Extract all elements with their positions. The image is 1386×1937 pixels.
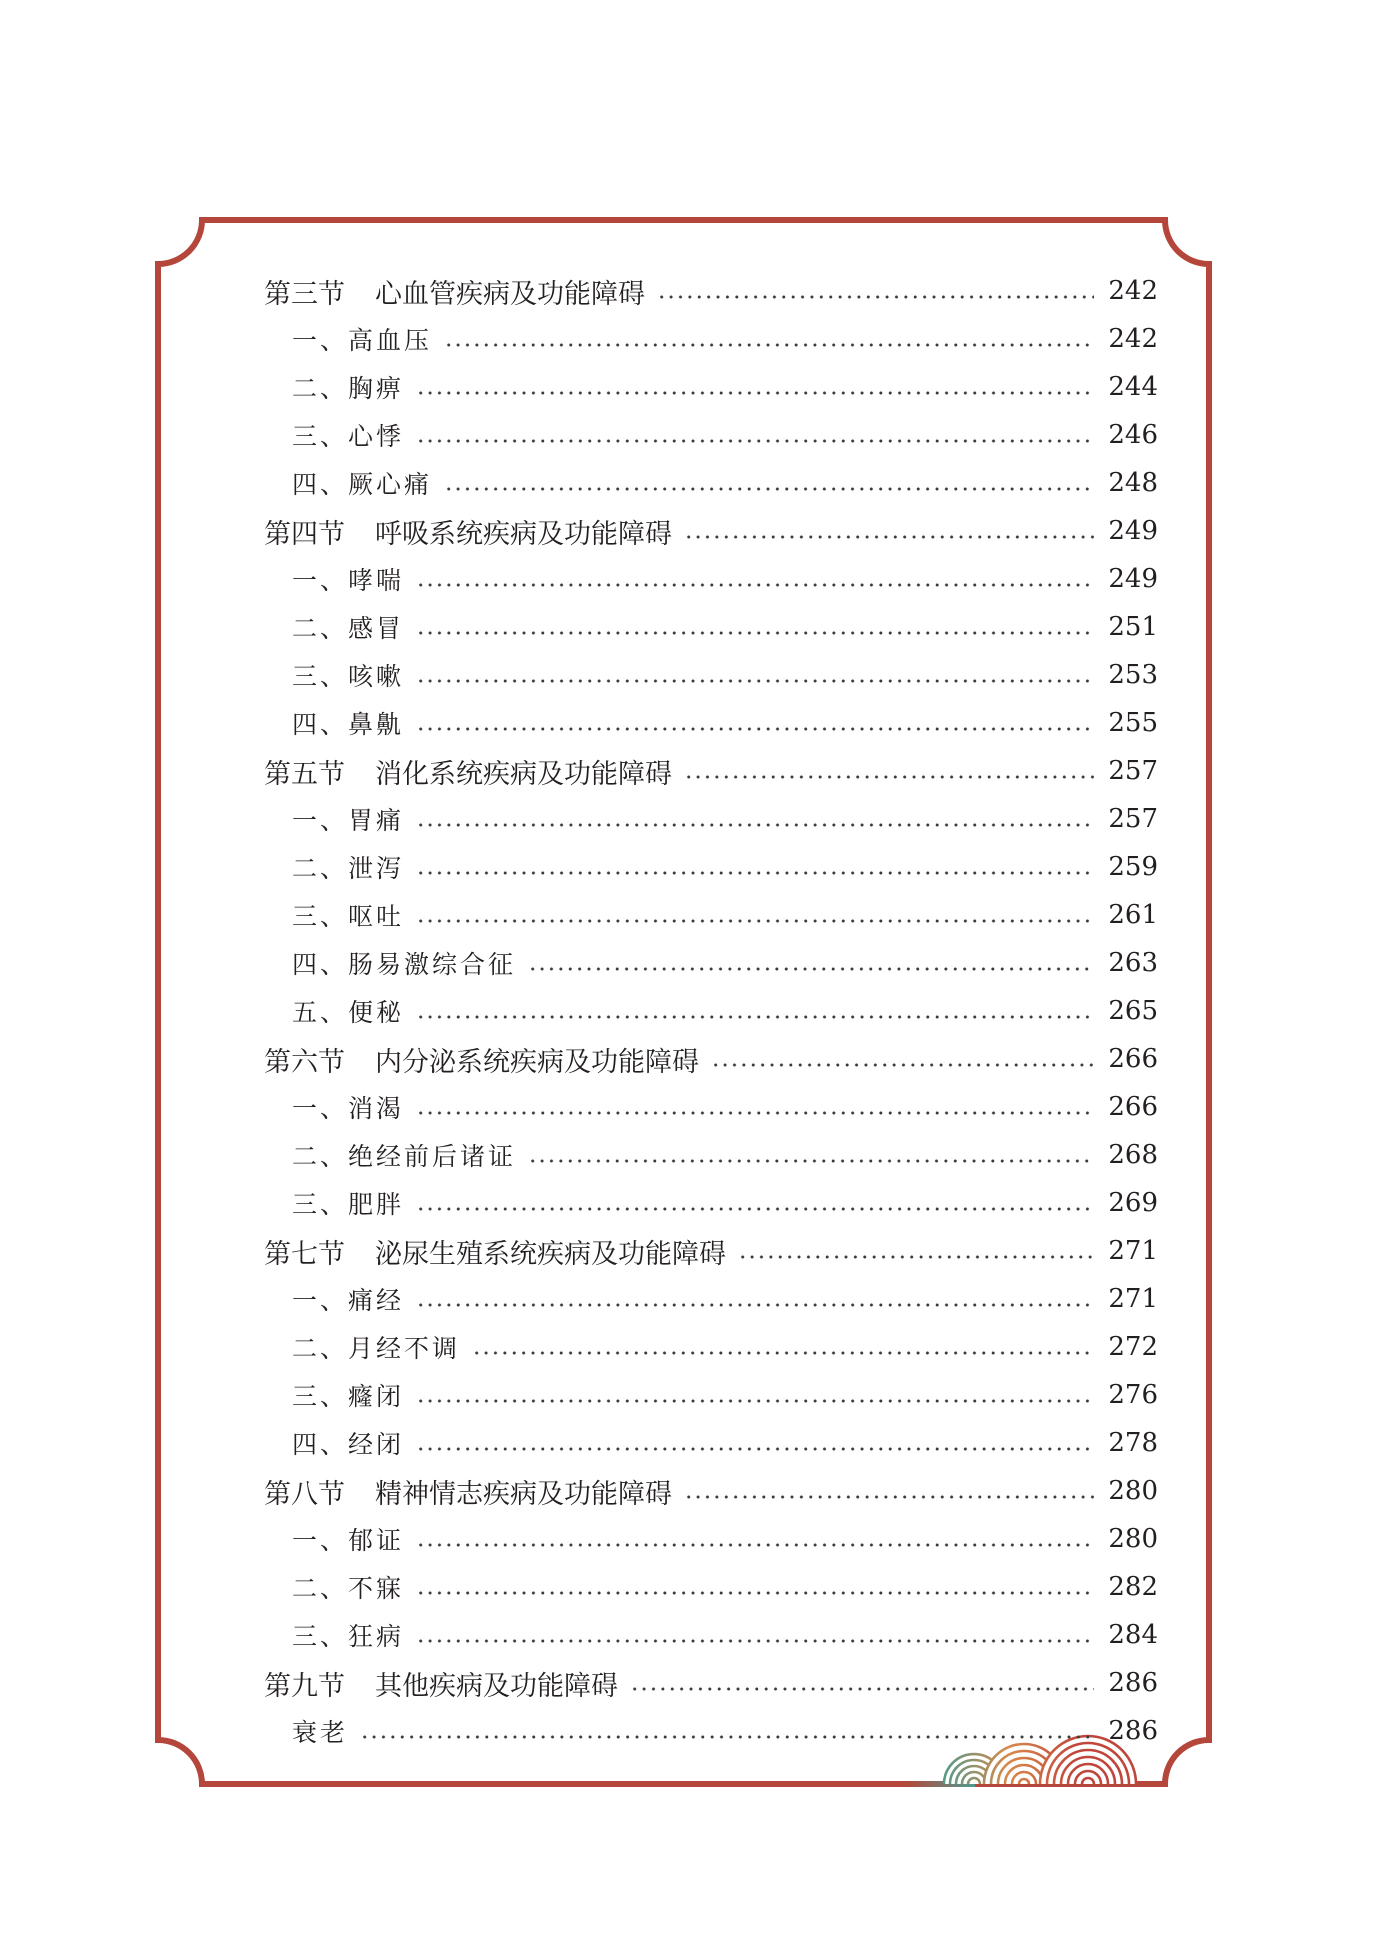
item-label: 二、不寐 <box>292 1574 405 1603</box>
item-label: 四、厥心痛 <box>292 470 433 499</box>
page-number: 259 <box>1108 852 1158 882</box>
toc-section-row <box>264 267 1158 315</box>
item-label: 一、高血压 <box>292 326 433 355</box>
page-number: 266 <box>1108 1044 1158 1074</box>
page-number: 244 <box>1108 372 1158 402</box>
toc-item-row <box>264 411 1158 459</box>
item-label: 四、鼻鼽 <box>292 710 405 739</box>
toc-item-row <box>264 315 1158 363</box>
dot-leader <box>360 1707 1094 1755</box>
dot-leader <box>416 795 1094 843</box>
page-number: 246 <box>1108 420 1158 450</box>
toc-section-row <box>264 507 1158 555</box>
toc-item-row <box>264 1563 1158 1611</box>
table-of-contents <box>264 267 1158 1755</box>
toc-item-row <box>264 1131 1158 1179</box>
section-number: 第七节 <box>264 1238 345 1270</box>
dot-leader <box>684 747 1094 795</box>
dot-leader <box>684 1467 1094 1515</box>
page-number: 257 <box>1108 756 1158 786</box>
section-title: 泌尿生殖系统疾病及功能障碍 <box>375 1238 726 1270</box>
item-label: 四、肠易激综合征 <box>292 950 517 979</box>
page-number: 253 <box>1108 660 1158 690</box>
page-number: 272 <box>1108 1332 1158 1362</box>
dot-leader <box>657 267 1094 315</box>
page-number: 269 <box>1108 1188 1158 1218</box>
page-number: 266 <box>1108 1092 1158 1122</box>
dot-leader <box>738 1227 1094 1275</box>
toc-item-row <box>264 363 1158 411</box>
dot-leader <box>416 555 1094 603</box>
section-number: 第八节 <box>264 1478 345 1510</box>
toc-item-row <box>264 795 1158 843</box>
page-number: 249 <box>1108 516 1158 546</box>
toc-section-row <box>264 1467 1158 1515</box>
section-title: 消化系统疾病及功能障碍 <box>375 758 672 790</box>
dot-leader <box>684 507 1094 555</box>
toc-item-row <box>264 459 1158 507</box>
toc-item-row <box>264 1419 1158 1467</box>
item-label: 二、胸痹 <box>292 374 405 403</box>
page-number: 271 <box>1108 1236 1158 1266</box>
toc-item-row <box>264 1611 1158 1659</box>
dot-leader <box>416 1611 1094 1659</box>
page-number: 280 <box>1108 1476 1158 1506</box>
item-label: 三、心悸 <box>292 422 405 451</box>
item-label: 三、呕吐 <box>292 902 405 931</box>
page-number: 263 <box>1108 948 1158 978</box>
toc-item-row <box>264 1515 1158 1563</box>
toc-section-row <box>264 747 1158 795</box>
toc-item-row <box>264 603 1158 651</box>
page-number: 282 <box>1108 1572 1158 1602</box>
section-title: 心血管疾病及功能障碍 <box>375 278 645 310</box>
page-number: 268 <box>1108 1140 1158 1170</box>
section-number: 第三节 <box>264 278 345 310</box>
dot-leader <box>528 939 1094 987</box>
toc-item-row <box>264 699 1158 747</box>
dot-leader <box>416 1419 1094 1467</box>
item-label: 一、胃痛 <box>292 806 405 835</box>
dot-leader <box>416 1083 1094 1131</box>
dot-leader <box>416 1179 1094 1227</box>
dot-leader <box>416 891 1094 939</box>
dot-leader <box>416 699 1094 747</box>
item-label: 一、郁证 <box>292 1526 405 1555</box>
page-number: 242 <box>1108 276 1158 306</box>
page-number: 265 <box>1108 996 1158 1026</box>
item-label: 三、狂病 <box>292 1622 405 1651</box>
toc-item-row <box>264 1275 1158 1323</box>
page-number: 276 <box>1108 1380 1158 1410</box>
dot-leader <box>416 411 1094 459</box>
dot-leader <box>444 459 1094 507</box>
page-number: 257 <box>1108 804 1158 834</box>
toc-item-row <box>264 987 1158 1035</box>
page-number: 280 <box>1108 1524 1158 1554</box>
item-label: 二、月经不调 <box>292 1334 461 1363</box>
page-number: 242 <box>1108 324 1158 354</box>
section-title: 精神情志疾病及功能障碍 <box>375 1478 672 1510</box>
dot-leader <box>416 651 1094 699</box>
toc-section-row <box>264 1035 1158 1083</box>
toc-section-row <box>264 1659 1158 1707</box>
toc-item-row <box>264 939 1158 987</box>
page-number: 286 <box>1108 1716 1158 1746</box>
toc-item-row <box>264 1371 1158 1419</box>
dot-leader <box>416 603 1094 651</box>
dot-leader <box>416 1563 1094 1611</box>
toc-item-row <box>264 1083 1158 1131</box>
item-label: 三、肥胖 <box>292 1190 405 1219</box>
toc-item-row <box>264 1707 1158 1755</box>
section-title: 呼吸系统疾病及功能障碍 <box>375 518 672 550</box>
dot-leader <box>416 1515 1094 1563</box>
section-number: 第五节 <box>264 758 345 790</box>
toc-item-row <box>264 1323 1158 1371</box>
item-label: 一、消渴 <box>292 1094 405 1123</box>
dot-leader <box>444 315 1094 363</box>
dot-leader <box>416 1275 1094 1323</box>
dot-leader <box>472 1323 1094 1371</box>
item-label: 三、咳嗽 <box>292 662 405 691</box>
page-number: 286 <box>1108 1668 1158 1698</box>
page-number: 278 <box>1108 1428 1158 1458</box>
page-number: 248 <box>1108 468 1158 498</box>
toc-item-row <box>264 651 1158 699</box>
toc-section-row <box>264 1227 1158 1275</box>
dot-leader <box>416 843 1094 891</box>
item-label: 一、痛经 <box>292 1286 405 1315</box>
toc-item-row <box>264 1179 1158 1227</box>
toc-item-row <box>264 843 1158 891</box>
page-number: 284 <box>1108 1620 1158 1650</box>
page-number: 249 <box>1108 564 1158 594</box>
section-number: 第六节 <box>264 1046 345 1078</box>
dot-leader <box>630 1659 1094 1707</box>
section-title: 内分泌系统疾病及功能障碍 <box>375 1046 699 1078</box>
dot-leader <box>416 1371 1094 1419</box>
item-label: 一、哮喘 <box>292 566 405 595</box>
section-number: 第四节 <box>264 518 345 550</box>
section-number: 第九节 <box>264 1670 345 1702</box>
item-label: 四、经闭 <box>292 1430 405 1459</box>
dot-leader <box>416 987 1094 1035</box>
item-label: 二、泄泻 <box>292 854 405 883</box>
item-label: 二、绝经前后诸证 <box>292 1142 517 1171</box>
toc-item-row <box>264 555 1158 603</box>
item-label: 二、感冒 <box>292 614 405 643</box>
item-label: 三、癃闭 <box>292 1382 405 1411</box>
section-title: 其他疾病及功能障碍 <box>375 1670 618 1702</box>
page-number: 251 <box>1108 612 1158 642</box>
page-number: 271 <box>1108 1284 1158 1314</box>
dot-leader <box>528 1131 1094 1179</box>
page-number: 261 <box>1108 900 1158 930</box>
item-label: 五、便秘 <box>292 998 405 1027</box>
dot-leader <box>711 1035 1094 1083</box>
page-number: 255 <box>1108 708 1158 738</box>
dot-leader <box>416 363 1094 411</box>
toc-item-row <box>264 891 1158 939</box>
item-label: 衰老 <box>292 1718 349 1747</box>
